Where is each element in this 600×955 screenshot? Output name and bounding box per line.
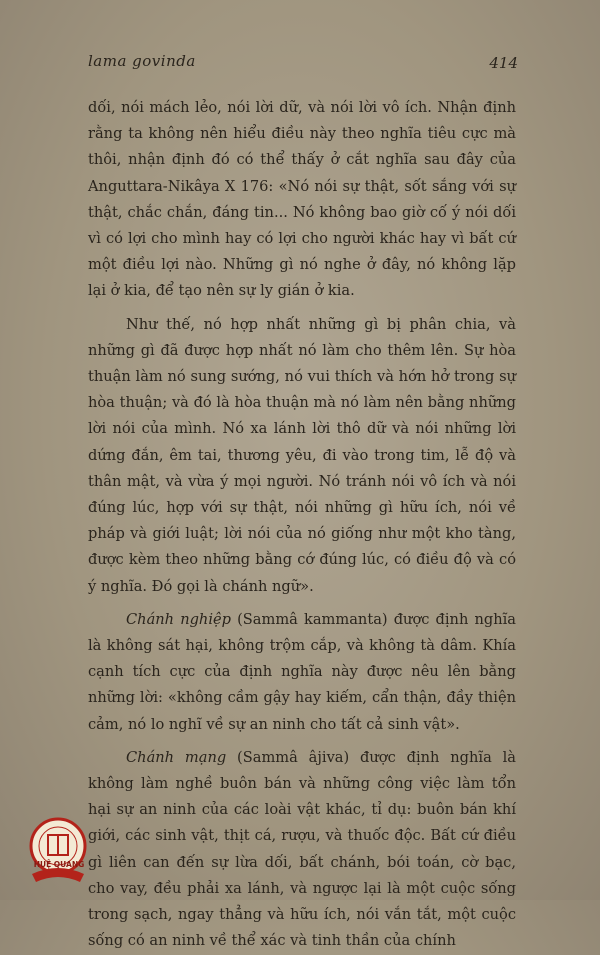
paragraph [88, 607, 516, 738]
running-header-author: lama govinda [88, 52, 196, 70]
logo-label: HUỆ QUANG [33, 860, 85, 869]
paragraph-text: (Sammâ âjiva) được định nghĩa là không làm nghề buôn bán và những công việc làm tổn hại sự an ninh của các loài vật khác, tỉ dụ: buôn bán khí giới, các sinh vật, thịt cá, rượu, và thuốc độc. Bất cứ điều gì liên can đến sự lừa dối, bất chánh, bói toán, cờ bạc, cho vay, đều phải xa lánh, và ngược lại là một cuộc sống trong sạch, ngay thẳng và hữu ích, nói vắn tắt, một cuộc sống có an ninh về thể xác và tinh thần của chính [88, 748, 516, 950]
term-chanh-nghiep: Chánh nghiệp [126, 610, 231, 628]
paragraph [88, 745, 516, 955]
paragraph-text: dối, nói mách lẻo, nói lời dữ, và nói lời vô ích. Nhận định rằng ta không nên hiểu điều này theo nghĩa tiêu cực mà thôi, nhận định đó có thể thấy ở cắt nghĩa sau đây của Anguttara-Nikâya X 176: «Nó nói sự thật, sốt sắng với sự thật, chắc chắn, đáng tin... Nó không bao giờ cố ý nói dối vì có lợi cho mình hay có lợi cho người khác hay vì bất cứ một điều lợi nào. Những gì nó nghe ở đây, nó không lặp lại ở kia, để tạo nên sự ly gián ở kia. [88, 99, 516, 300]
body-text [88, 95, 516, 955]
paragraph-text: (Sammâ kammanta) được định nghĩa là không sát hại, không trộm cắp, và không tà dâm. Khía cạnh tích cực của định nghĩa này được nêu lên bằng những lời: «không cầm gậy hay kiếm, cẩn thận, đầy thiện cảm, nó lo nghĩ về sự an ninh cho tất cả sinh vật». [88, 610, 516, 733]
running-header [88, 52, 518, 78]
page-number: 414 [489, 54, 518, 72]
term-chanh-mang: Chánh mạng [126, 748, 227, 766]
hue-quang-logo [18, 812, 98, 892]
paragraph-text: Như thế, nó hợp nhất những gì bị phân chia, và những gì đã được hợp nhất nó làm cho thêm lên. Sự hòa thuận làm nó sung sướng, nó vui thích và hớn hở trong sự hòa thuận; và đó là hòa thuận mà nó làm nên bằng những lời nói của mình. Nó xa lánh lời thô dữ và nói những lời dứng đắn, êm tai, thương yêu, đi vào trong tim, lễ độ và thân mật, và vừa ý mọi người. Nó tránh nói vô ích và nói đúng lúc, hợp với sự thật, nói những gì hữu ích, nói về pháp và giới luật; lời nói của nó giống như một kho tàng, được kèm theo những bằng cớ đúng lúc, có điều độ và có ý nghĩa. Đó gọi là chánh ngữ». [88, 315, 516, 595]
paragraph [88, 95, 516, 305]
paragraph [88, 312, 516, 600]
